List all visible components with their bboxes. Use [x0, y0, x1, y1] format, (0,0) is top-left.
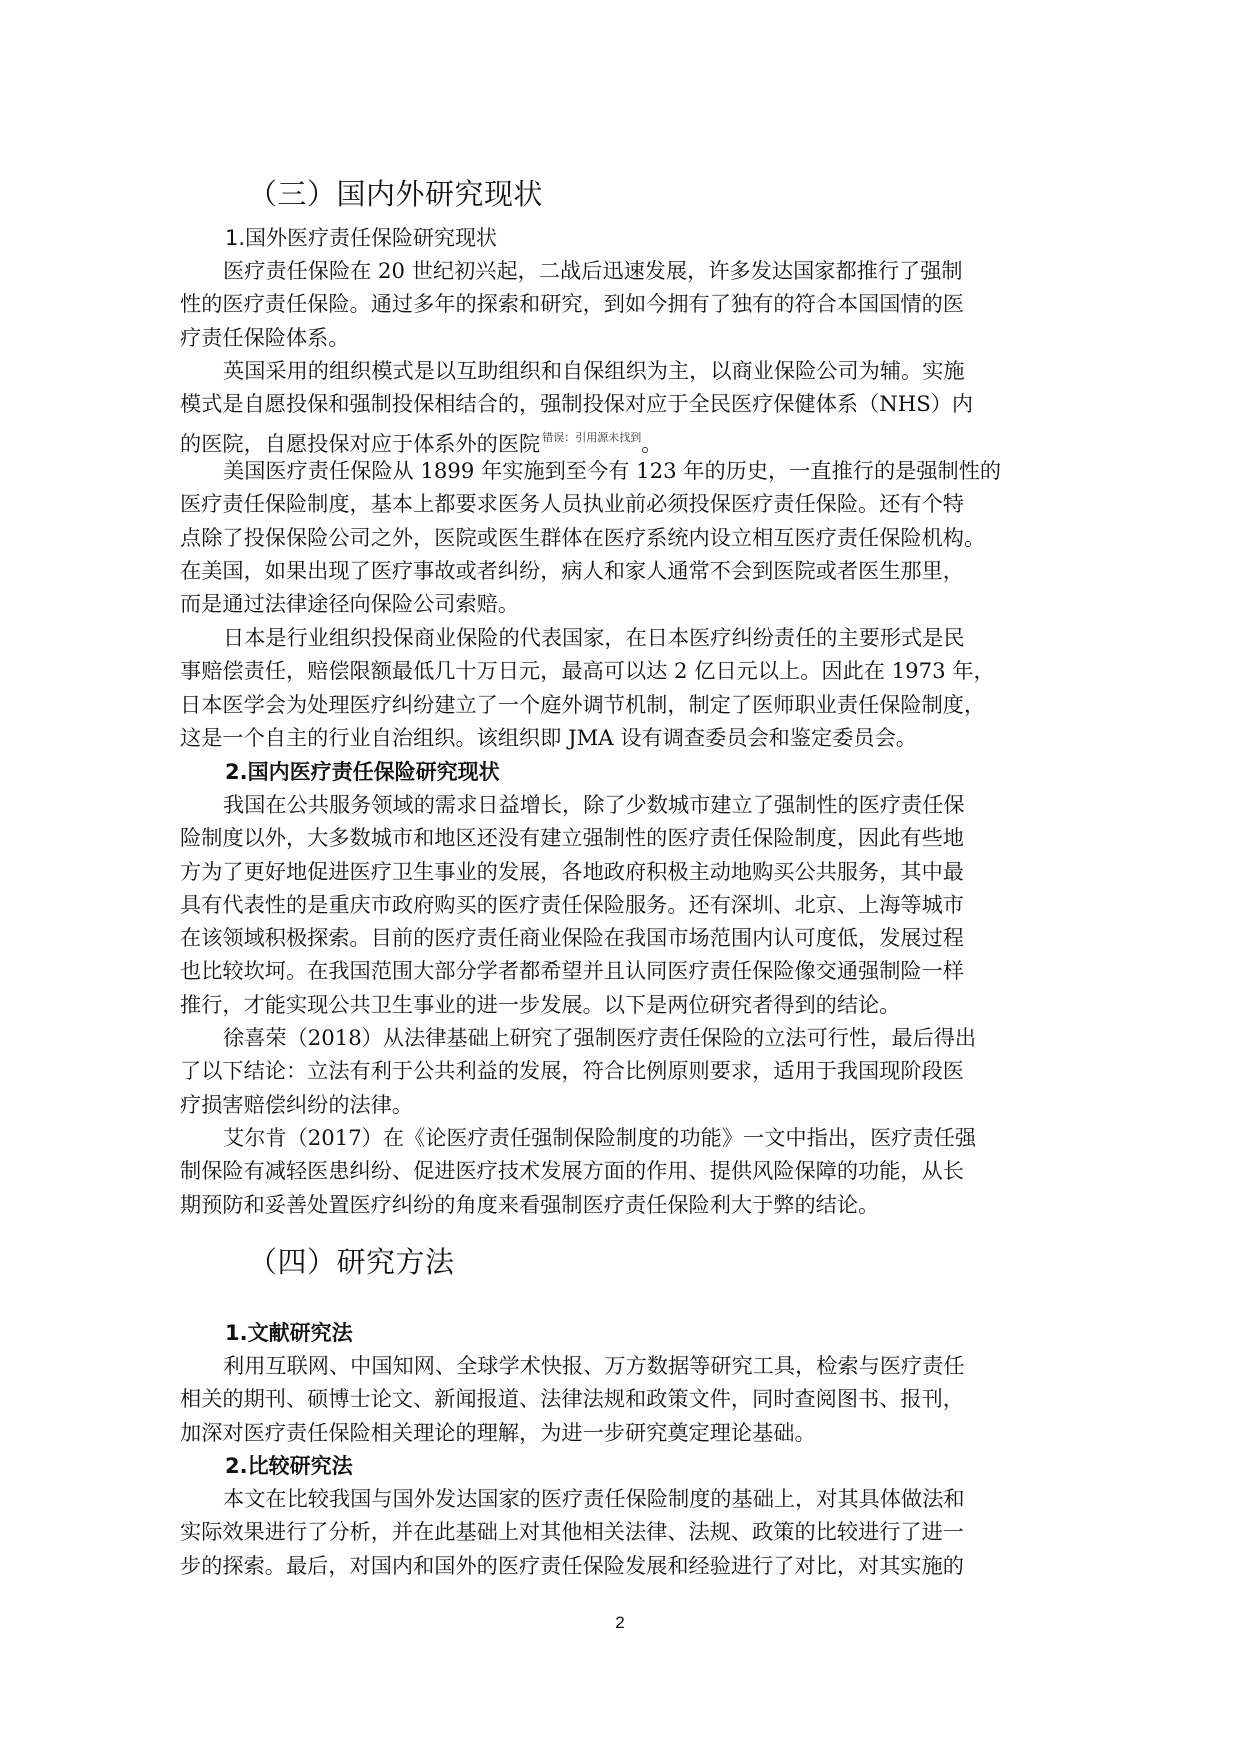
text-line: 实际效果进行了分析，并在此基础上对其他相关法律、法规、政策的比较进行了进一 — [180, 1519, 964, 1545]
text-line: 事赔偿责任，赔偿限额最低几十万日元，最高可以达 2 亿日元以上。因此在 1973 年， — [180, 658, 995, 684]
text-line: 利用互联网、中国知网、全球学术快报、万方数据等研究工具，检索与医疗责任 — [223, 1353, 965, 1378]
text-line: 日本是行业组织投保商业保险的代表国家，在日本医疗纠纷责任的主要形式是民 — [223, 625, 965, 650]
paragraph-domestic — [180, 788, 1080, 1021]
paragraph-comparative-method — [180, 1482, 1080, 1582]
text-line: 本文在比较我国与国外发达国家的医疗责任保险制度的基础上，对其具体做法和 — [223, 1486, 965, 1511]
section-heading-4: （四）研究方法 — [248, 1245, 455, 1279]
page-number: 2 — [615, 1613, 625, 1632]
paragraph-uk — [180, 354, 1080, 460]
text-line: 而是通过法律途径向保险公司索赔。 — [180, 591, 520, 617]
text-line: 在该领域积极探索。目前的医疗责任商业保险在我国市场范围内认可度低，发展过程 — [180, 925, 964, 951]
text-line: 疗责任保险体系。 — [180, 324, 350, 350]
text-line: 也比较坎坷。在我国范围大部分学者都希望并且认同医疗责任保险像交通强制险一样 — [180, 958, 964, 984]
text-line: 相关的期刊、硕博士论文、新闻报道、法律法规和政策文件，同时查阅图书、报刊， — [180, 1386, 964, 1412]
text-line: 期预防和妥善处置医疗纠纷的角度来看强制医疗责任保险利大于弊的结论。 — [180, 1191, 880, 1217]
text-line: 模式是自愿投保和强制投保相结合的，强制投保对应于全民医疗保健体系（NHS）内 — [180, 391, 974, 417]
subsection-heading-4-1: 1.文献研究法 — [225, 1321, 353, 1345]
text-line: 步的探索。最后，对国内和国外的医疗责任保险发展和经验进行了对比，对其实施的 — [180, 1552, 964, 1578]
text-line: 加深对医疗责任保险相关理论的理解，为进一步研究奠定理论基础。 — [180, 1419, 816, 1445]
text-line: 在美国，如果出现了医疗事故或者纠纷，病人和家人通常不会到医院或者医生那里， — [180, 557, 964, 583]
paragraph-literature-method — [180, 1349, 1080, 1449]
text-line: 我国在公共服务领域的需求日益增长，除了少数城市建立了强制性的医疗责任保 — [223, 792, 965, 817]
text-fragment: 的医院，自愿投保对应于体系外的医院 — [180, 430, 541, 456]
text-line: 具有代表性的是重庆市政府购买的医疗责任保险服务。还有深圳、北京、上海等城市 — [180, 891, 964, 917]
paragraph-usa — [180, 454, 1080, 620]
text-line: 险制度以外，大多数城市和地区还没有建立强制性的医疗责任保险制度，因此有些地 — [180, 825, 964, 851]
subsection-heading-3-2: 2.国内医疗责任保险研究现状 — [225, 760, 500, 784]
citation-error-reference[interactable]: 错误：引用源未找到 — [542, 430, 642, 444]
text-line: 医疗责任保险制度，基本上都要求医务人员执业前必须投保医疗责任保险。还有个特 — [180, 491, 964, 517]
text-line: 推行，才能实现公共卫生事业的进一步发展。以下是两位研究者得到的结论。 — [180, 991, 901, 1017]
text-line: 日本医学会为处理医疗纠纷建立了一个庭外调节机制，制定了医师职业责任保险制度， — [180, 691, 986, 717]
text-line: 了以下结论：立法有利于公共利益的发展，符合比例原则要求，适用于我国现阶段医 — [180, 1058, 964, 1084]
text-line: 点除了投保保险公司之外，医院或医生群体在医疗系统内设立相互医疗责任保险机构。 — [180, 524, 986, 550]
subsection-heading-4-2: 2.比较研究法 — [225, 1454, 353, 1478]
text-line: 医疗责任保险在 20 世纪初兴起，二战后迅速发展，许多发达国家都推行了强制 — [223, 258, 963, 283]
text-line: 这是一个自主的行业自治组织。该组织即 JMA 设有调查委员会和鉴定委员会。 — [180, 724, 917, 750]
text-line: 艾尔肯（2017）在《论医疗责任强制保险制度的功能》一文中指出，医疗责任强 — [223, 1125, 977, 1150]
paragraph-overview — [180, 254, 1080, 354]
paragraph-japan — [180, 621, 1080, 754]
text-line: 英国采用的组织模式是以互助组织和自保组织为主，以商业保险公司为辅。实施 — [223, 358, 965, 383]
section-heading-3: （三）国内外研究现状 — [248, 177, 544, 211]
text-line: 方为了更好地促进医疗卫生事业的发展，各地政府积极主动地购买公共服务，其中最 — [180, 858, 964, 884]
paragraph-aierken — [180, 1121, 1080, 1221]
text-line: 徐喜荣（2018）从法律基础上研究了强制医疗责任保险的立法可行性，最后得出 — [223, 1025, 977, 1050]
text-line: 性的医疗责任保险。通过多年的探索和研究，到如今拥有了独有的符合本国国情的医 — [180, 291, 964, 317]
paragraph-xu-xirong — [180, 1021, 1080, 1121]
subsection-heading-3-1: 1.国外医疗责任保险研究现状 — [225, 226, 498, 250]
text-line: 制保险有减轻医患纠纷、促进医疗技术发展方面的作用、提供风险保障的功能，从长 — [180, 1158, 964, 1184]
text-line: 疗损害赔偿纠纷的法律。 — [180, 1091, 414, 1117]
text-line: 美国医疗责任保险从 1899 年实施到至今有 123 年的历史，一直推行的是强制性的 — [223, 458, 1002, 483]
text-fragment: 。 — [641, 430, 663, 456]
